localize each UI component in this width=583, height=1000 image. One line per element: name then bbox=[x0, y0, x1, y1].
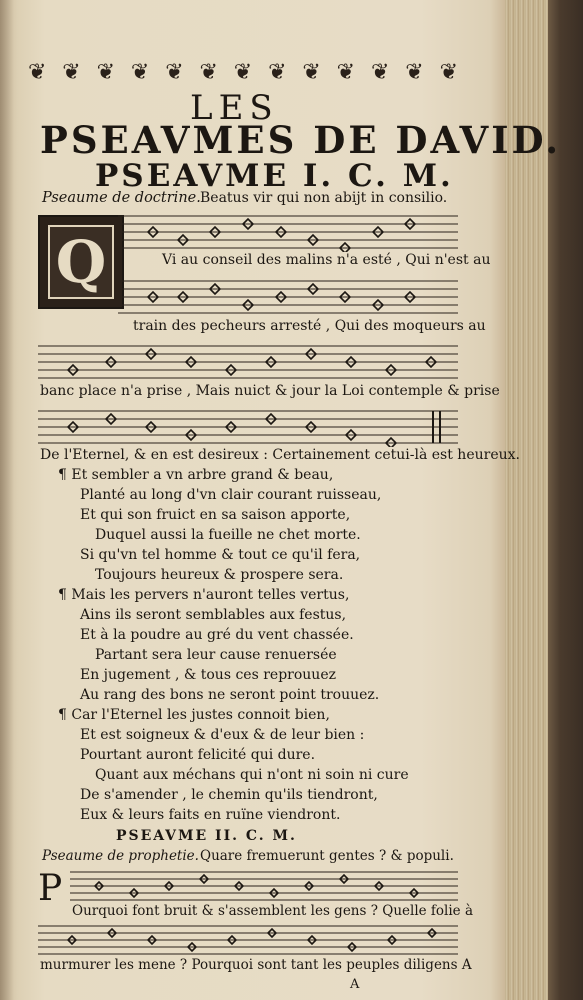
ornament-icon: ❦ bbox=[405, 60, 424, 85]
music-staff-6 bbox=[38, 922, 458, 956]
verse-line: Eux & leurs faits en ruïne viendront. bbox=[80, 807, 341, 823]
music-staff-4 bbox=[38, 405, 458, 447]
decorated-initial bbox=[38, 215, 124, 309]
psalm2-underlay-1: Ourquoi font bruit & s'assemblent les gens ? Quelle folie à bbox=[72, 903, 474, 919]
verse-line: Partant sera leur cause renuersée bbox=[95, 647, 337, 663]
ornament-icon: ❦ bbox=[96, 60, 116, 85]
music-staff-2 bbox=[118, 275, 458, 317]
ornament-icon: ❦ bbox=[165, 60, 184, 85]
ornament-icon: ❦ bbox=[130, 60, 150, 85]
verse-line: Ains ils seront semblables aux festus, bbox=[80, 607, 347, 623]
psalm1-underlay-1: Vi au conseil des malins n'a esté , Qui n'est au bbox=[162, 252, 491, 268]
verse-line: Quant aux méchans qui n'ont ni soin ni cure bbox=[95, 767, 409, 783]
verse-line: ¶ Mais les pervers n'auront telles vertus, bbox=[58, 587, 350, 603]
catchword: A bbox=[350, 977, 360, 992]
psalm1-underlay-3: banc place n'a prise , Mais nuict & jour la Loi contemple & prise bbox=[40, 383, 500, 399]
verse-line: En jugement , & tous ces reprouuez bbox=[80, 667, 336, 683]
psalm1-subtitle: Pseaume de doctrine. bbox=[42, 190, 201, 206]
psalm2-underlay-2: murmurer les mene ? Pourquoi sont tant les peuples diligens A bbox=[40, 957, 472, 973]
ornament-icon: ❦ bbox=[62, 60, 81, 85]
verse-line: Duquel aussi la fueille ne chet morte. bbox=[95, 527, 361, 543]
verse-line: Au rang des bons ne seront point trouuez. bbox=[80, 687, 380, 703]
verse-line: ¶ Et sembler a vn arbre grand & beau, bbox=[58, 467, 334, 483]
psalm2-title: PSEAVME II. C. M. bbox=[116, 828, 297, 844]
psalm1-incipit: Beatus vir qui non abijt in consilio. bbox=[200, 190, 448, 206]
ornament-icon: ❦ bbox=[268, 60, 287, 85]
gutter-shadow bbox=[0, 0, 14, 1000]
music-staff-3 bbox=[38, 340, 458, 382]
ornament-icon: ❦ bbox=[336, 60, 356, 85]
verse-line: Pourtant auront felicité qui dure. bbox=[80, 747, 316, 763]
verse-line: Toujours heureux & prospere sera. bbox=[95, 567, 344, 583]
title-pseaume-1: PSEAVME I. C. M. bbox=[95, 158, 454, 194]
verse-line: Si qu'vn tel homme & tout ce qu'il fera, bbox=[80, 547, 361, 563]
verse-line: ¶ Car l'Eternel les justes connoit bien, bbox=[58, 707, 330, 723]
music-staff-1 bbox=[118, 210, 458, 252]
ornament-icon: ❦ bbox=[233, 60, 253, 85]
verse-line: De s'amender , le chemin qu'ils tiendront, bbox=[80, 787, 378, 803]
music-staff-5 bbox=[70, 868, 458, 902]
verse-line: Planté au long d'vn clair courant ruisseau, bbox=[80, 487, 382, 503]
title-les: LES bbox=[190, 88, 279, 128]
ornament-band bbox=[28, 60, 458, 86]
psalm1-underlay-2: train des pecheurs arresté , Qui des moqueurs au bbox=[133, 318, 486, 334]
psalm2-subtitle: Pseaume de prophetie. bbox=[42, 848, 199, 864]
ornament-icon: ❦ bbox=[439, 60, 458, 85]
initial-letter: Q bbox=[48, 225, 114, 299]
ornament-icon: ❦ bbox=[28, 60, 47, 85]
verse-line: Et à la poudre au gré du vent chassée. bbox=[80, 627, 354, 643]
ornament-icon: ❦ bbox=[370, 60, 390, 85]
ornament-icon: ❦ bbox=[199, 60, 218, 85]
psalm2-initial: P bbox=[38, 868, 63, 909]
verse-line: Et qui son fruict en sa saison apporte, bbox=[80, 507, 351, 523]
psalm1-underlay-4: De l'Eternel, & en est desireux : Certainement cetui-là est heureux. bbox=[40, 447, 520, 463]
verse-line: Et est soigneux & d'eux & de leur bien : bbox=[80, 727, 365, 743]
psalm2-incipit: Quare fremuerunt gentes ? & populi. bbox=[200, 848, 454, 864]
ornament-icon: ❦ bbox=[302, 60, 321, 85]
title-pseaumes-de-david: PSEAVMES DE DAVID. bbox=[40, 118, 562, 162]
